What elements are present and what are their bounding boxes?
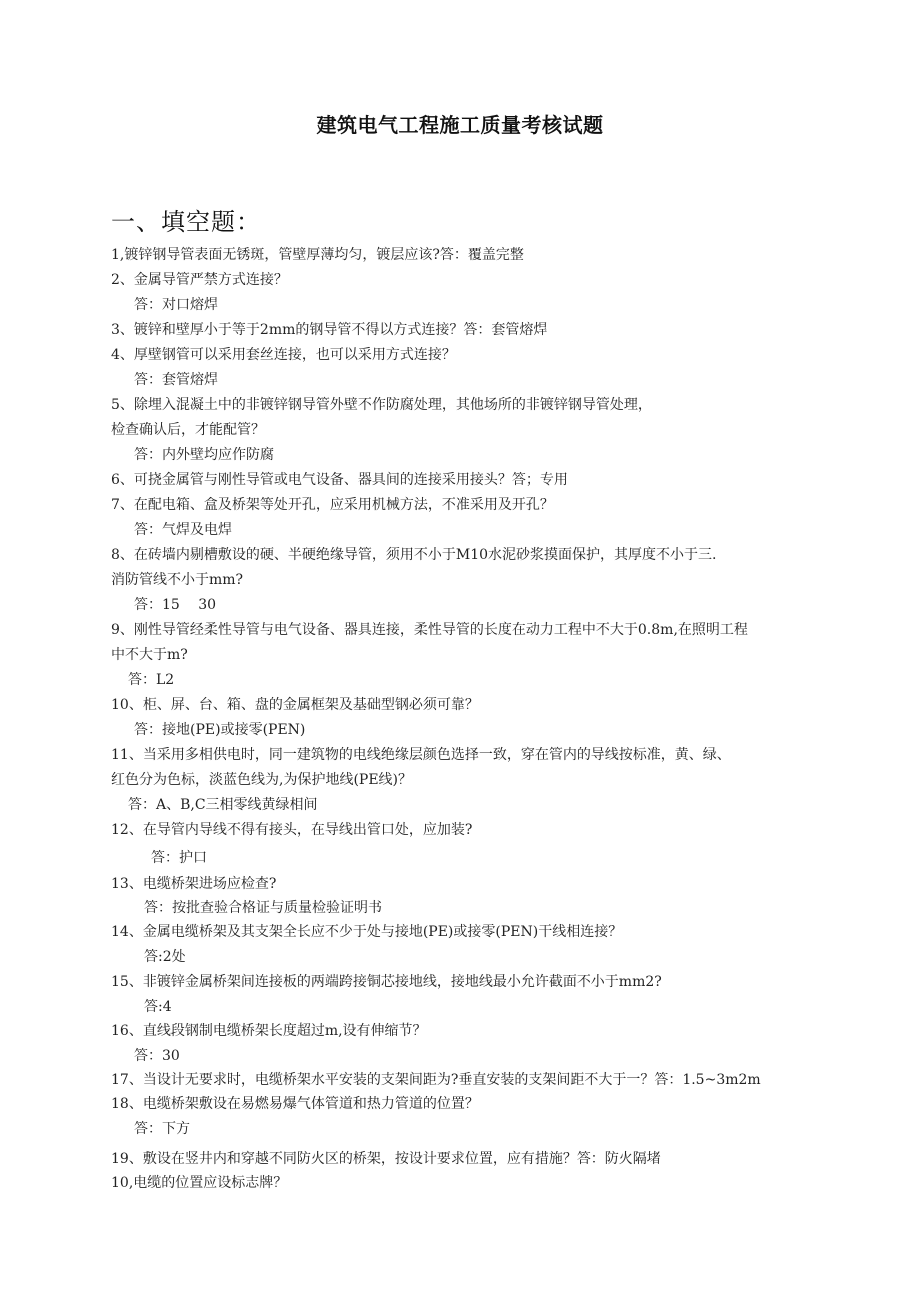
answer-line: 答：按批查验合格证与质量检验证明书 xyxy=(144,900,382,916)
question-line: 10,电缆的位置应设标志牌？ xyxy=(111,1175,288,1191)
question-line: 4、厚壁钢管可以采用套丝连接，也可以采用方式连接？ xyxy=(111,347,456,363)
answer-line: 答：30 xyxy=(134,1048,180,1064)
question-line: 5、除埋入混凝土中的非镀锌钢导管外壁不作防腐处理，其他场所的非镀锌钢导管处理， xyxy=(111,397,652,413)
answer-line: 答：内外壁均应作防腐 xyxy=(134,447,274,463)
question-line: 1,镀锌钢导管表面无锈斑，管壁厚薄均匀，镀层应该?答：覆盖完整 xyxy=(111,247,524,263)
section-heading-fill-in: 一、填空题： xyxy=(111,208,261,236)
answer-line: 答：接地(PE)或接零(PEN) xyxy=(134,722,306,738)
question-line: 中不大于m? xyxy=(111,647,188,663)
document-title: 建筑电气工程施工质量考核试题 xyxy=(316,113,604,137)
question-line: 3、镀锌和壁厚小于等于2mm的钢导管不得以方式连接？答：套管熔焊 xyxy=(111,322,548,338)
question-line: 检查确认后，才能配管？ xyxy=(111,422,265,438)
answer-line: 答：A、B,C三相零线黄绿相间 xyxy=(128,797,318,813)
question-line: 12、在导管内导线不得有接头，在导线出管口处，应加装? xyxy=(111,822,473,838)
question-line: 8、在砖墙内剔槽敷设的硬、半硬绝缘导管，须用不小于M10水泥砂浆摸面保护，其厚度不小于三. xyxy=(111,547,717,563)
question-line: 11、当采用多相供电时，同一建筑物的电线绝缘层颜色选择一致，穿在管内的导线按标准，黄、绿、 xyxy=(111,747,731,763)
question-line: 18、电缆桥架敷设在易燃易爆气体管道和热力管道的位置？ xyxy=(111,1096,479,1112)
question-line: 14、金属电缆桥架及其支架全长应不少于处与接地(PE)或接零(PEN)干线相连接？ xyxy=(111,924,623,940)
answer-line: 答:4 xyxy=(144,999,172,1015)
question-line: 16、直线段钢制电缆桥架长度超过m,设有伸缩节？ xyxy=(111,1023,427,1039)
answer-line: 答：气焊及电焊 xyxy=(134,522,232,538)
answer-line: 答：护口 xyxy=(151,850,207,866)
answer-line: 答：15 30 xyxy=(134,597,217,613)
question-line: 红色分为色标，淡蓝色线为,为保护地线(PE线)？ xyxy=(111,772,413,788)
question-line: 2、金属导管严禁方式连接？ xyxy=(111,272,288,288)
question-line: 9、刚性导管经柔性导管与电气设备、器具连接，柔性导管的长度在动力工程中不大于0.8m,在照明工程 xyxy=(111,622,748,638)
question-line: 17、当设计无要求时，电缆桥架水平安装的支架间距为?垂直安装的支架间距不大于一？答：1.5~3m2m xyxy=(111,1072,761,1088)
question-line: 19、敷设在竖井内和穿越不同防火区的桥架，按设计要求位置，应有措施？答：防火隔堵 xyxy=(111,1151,661,1167)
question-line: 消防管线不小于mm? xyxy=(111,572,244,588)
question-line: 10、柜、屏、台、箱、盘的金属框架及基础型钢必须可靠？ xyxy=(111,697,479,713)
question-line: 15、非镀锌金属桥架间连接板的两端跨接铜芯接地线，接地线最小允许截面不小于mm2? xyxy=(111,974,662,990)
question-line: 6、可挠金属管与刚性导管或电气设备、器具间的连接采用接头？答；专用 xyxy=(111,472,568,488)
answer-line: 答:2处 xyxy=(144,949,186,965)
answer-line: 答：L2 xyxy=(128,672,175,688)
answer-line: 答：套管熔焊 xyxy=(134,372,218,388)
answer-line: 答：对口熔焊 xyxy=(134,297,218,313)
question-line: 7、在配电箱、盒及桥架等处开孔，应采用机械方法，不准采用及开孔？ xyxy=(111,497,554,513)
answer-line: 答：下方 xyxy=(134,1121,190,1137)
question-line: 13、电缆桥架进场应检查? xyxy=(111,876,277,892)
